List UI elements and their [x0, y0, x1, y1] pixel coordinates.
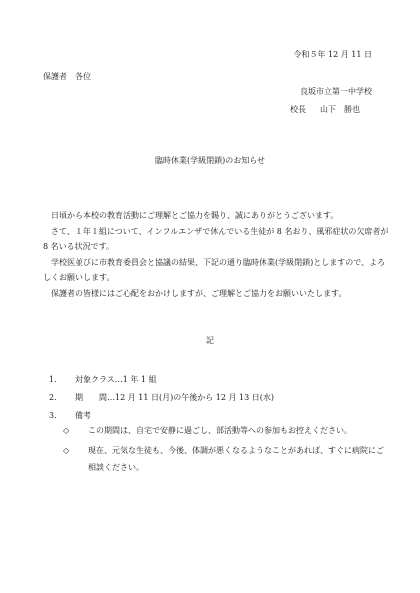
item-list — [49, 371, 274, 425]
recipient: 保護者 各位 — [43, 72, 91, 81]
body-text — [43, 208, 389, 301]
list-item — [49, 389, 274, 407]
item-text: 対象クラス…1 年 1 組 — [75, 375, 157, 384]
document-title: 臨時休業(学級閉鎖)のお知らせ — [154, 156, 265, 165]
note-text: この期間は、自宅で安静に過ごし、部活動等への参加もお控えください。 — [88, 426, 352, 435]
paragraph-greeting: 日頃から本校の教育活動にご理解とご協力を賜り、誠にありがとうございます。 — [51, 211, 339, 220]
note-item — [63, 422, 385, 439]
paragraph-situation: さて、１年１組について、インフルエンザで休んでいる生徒が 8 名おり、風邪症状の欠席者が 8 名いる状況です。 — [43, 226, 389, 251]
ki-heading: 記 — [206, 336, 214, 345]
item-number: 2. — [49, 393, 57, 402]
issue-date: 令和５年 12 月 11 日 — [293, 50, 372, 59]
item-text: 期 間…12 月 11 日(月)の午後から 12 月 13 日(水) — [75, 393, 275, 402]
principal-title: 校長 — [290, 105, 306, 114]
list-item — [49, 371, 274, 389]
diamond-icon: ◇ — [63, 426, 70, 435]
note-text: 現在、元気な生徒も、今後、体調が悪くなるようなことがあれば、すぐに病院にご相談ください。 — [88, 446, 384, 472]
principal-name: 山下 勝也 — [320, 105, 360, 114]
item-text: 備考 — [75, 411, 91, 420]
item-number: 1. — [49, 375, 57, 384]
item-number: 3. — [49, 411, 57, 420]
note-item — [63, 442, 385, 476]
paragraph-decision: 学校医並びに市教育委員会と協議の結果、下記の通り臨時休業(学級閉鎖)としますので、よろしくお願いします。 — [43, 257, 386, 282]
diamond-icon: ◇ — [63, 446, 70, 455]
school-name: 良坂市立第一中学校 — [300, 87, 372, 96]
paragraph-request: 保護者の皆様にはご心配をおかけしますが、ご理解とご協力をお願いいたします。 — [51, 288, 347, 298]
